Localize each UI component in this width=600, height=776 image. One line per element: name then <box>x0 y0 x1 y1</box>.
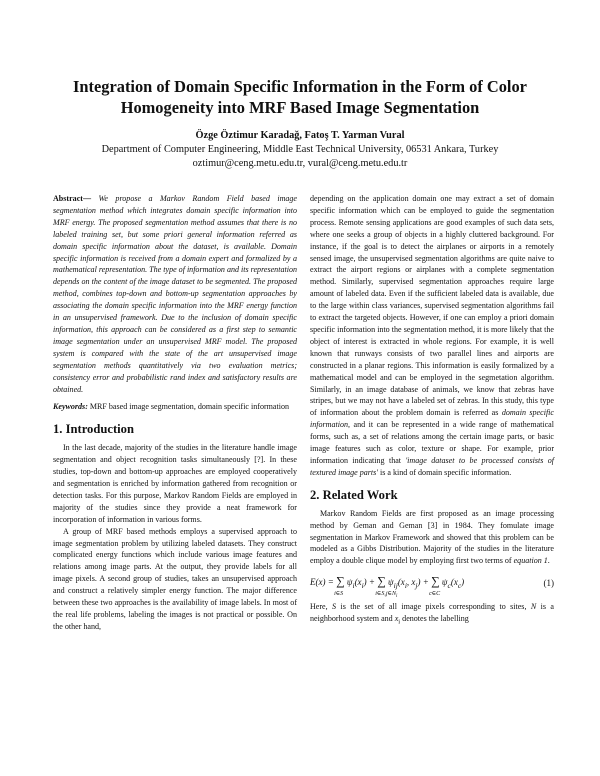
eq-term2-arg-sub1: i <box>404 581 407 591</box>
right-column <box>310 193 554 629</box>
title-line-1: Integration of Domain Specific Information in the Form of Color <box>73 77 527 96</box>
related-p2-var-s: S <box>332 602 337 612</box>
paper-title <box>40 76 560 118</box>
equation-1 <box>310 573 554 600</box>
eq-term2-mid: , x <box>406 577 416 588</box>
intro-p3-text-a: depending on the application domain one may extract a set of domain specific information which can be employed to guide the segmentation process. Remote sensing applications are good examples of such data sets, where one seeks a group of objects in a highly cluttered background. For instance, if the goal is to detect the airplanes or airports in a remotely sensed image, the unsupervised segmentation algorithms are quite naive to extract the airport regions or airplanes with a complete segmentation method. Similarly, supervised segmentation approaches require large amount of labeled data. Even if the sufficient labeled data is available, due to the large within class variances, supervised segmentation algorithms fail to extract the targeted objects. However, if one can employ a priori domain specific information into the segmentation method, it is more likely that the object of interest is extracted in whole regions. For example, it is well known that runways consists of two parallel lines and airports are constructed in a planar regions. This information is easily formalized by a mathematical model and can be employed in the segmetation algorithm. Similarly, in an image database of animals, we know that zebras have stripes, but we may not have a labeled set of zebras. In this study, this type of information about the problem domain is referred as <box>310 194 554 418</box>
equation-number: (1) <box>543 578 554 589</box>
intro-p3-text-c: is a kind of domain specific information. <box>378 467 512 477</box>
intro-p3-emphasis-2: 'image dataset to be processed consists of textured image parts' <box>310 455 554 477</box>
section-heading-related-work: 2. Related Work <box>310 487 398 502</box>
eq-term1-sub: i <box>352 581 355 591</box>
related-p1-text-b: . <box>547 556 550 566</box>
sum2-sub-text: i∈S,j∈N <box>375 591 396 598</box>
keywords <box>53 401 297 413</box>
intro-paragraph-3 <box>310 193 554 479</box>
eq-term3-sub: c <box>447 581 451 591</box>
title-line-2: Homogeneity into MRF Based Image Segmentation <box>120 98 480 117</box>
intro-paragraph-2: A group of MRF based methods employs a supervised approach to image segmentation problem by utilizing labeled datasets. They construct complicated energy functions which include various image features and relations among image parts. At the output, they provide labels for all image pixels. A second group of studies, takes an unsupervised approach and construct a relatively simpler energy function. The major difference between these two approaches is the availability of image labels. In most of the real life problems, labeling the images is not practical or possible. On the other hand, <box>53 526 297 631</box>
sum3-subscript: c∈C <box>429 591 441 598</box>
emails: oztimur@ceng.metu.edu.tr, vural@ceng.metu.edu.tr <box>192 158 408 169</box>
eq-term2-sub: ij <box>393 581 398 591</box>
related-p2-text-b: is the set of all image pixels corresponding to sites, <box>336 602 531 612</box>
sum2-sub-sub: i <box>395 594 398 600</box>
authors: Özge Öztimur Karadağ, Fatoş T. Yarman Vural <box>195 130 405 141</box>
related-paragraph-2 <box>310 601 554 628</box>
related-p2-var-n: N <box>530 602 537 612</box>
eq-term2-psi: ψ <box>388 577 394 588</box>
eq-term1-arg: (x <box>354 577 362 588</box>
affiliation: Department of Computer Engineering, Middle East Technical University, 06531 Ankara, Turkey <box>101 144 499 155</box>
eq-term3-psi: ψ <box>441 577 448 588</box>
left-column <box>53 193 297 633</box>
eq-term3-close: ) <box>461 577 465 588</box>
related-p1-emphasis: equation 1 <box>513 556 548 566</box>
sum2-subscript <box>375 589 397 603</box>
eq-term1-close: ) + <box>363 577 375 588</box>
eq-term2-arg-sub2: j <box>415 581 418 591</box>
related-p2-var-x: x <box>394 614 399 624</box>
eq-term1-psi: ψ <box>346 577 353 588</box>
keywords-text: MRF based image segmentation, domain specific information <box>89 402 290 412</box>
keywords-label: Keywords: <box>53 402 88 412</box>
sum-symbol-2: ∑ $i\in S,j\in N_i$ <box>377 576 386 588</box>
abstract <box>53 193 297 395</box>
related-p2-text-c: is a neighborhood system and <box>310 602 554 624</box>
affiliation-block <box>40 143 560 171</box>
eq-term3-arg: (x <box>450 577 458 588</box>
intro-p3-emphasis: domain specific information <box>310 408 554 430</box>
sum-symbol-1: ∑ i∈S <box>336 576 345 588</box>
eq-term3-arg-sub: c <box>457 581 462 591</box>
eq-lhs: E(x) = <box>310 577 334 588</box>
related-paragraph-1 <box>310 508 554 568</box>
intro-paragraph-1: In the last decade, majority of the studies in the literature handle image segmentation and object recognition tasks simultaneously [?]. In these studies, top-down and bottom-up approaches are employed cooperatively and segmentation is enriched by information gathered from recognition or detection tasks. For this purpose, Markov Random Fields are employed in majority of the studies since they provide a neat framework for incorporation of information in various forms. <box>53 443 297 524</box>
related-p2-var-x-sub: i <box>398 618 401 626</box>
sum-symbol-3: ∑ c∈C <box>431 576 440 588</box>
related-p2-text-d: denotes the labelling <box>400 614 469 624</box>
eq-term2-arg: (x <box>397 577 405 588</box>
related-p1-text-a: Markov Random Fields are first proposed as an image processing method by Geman and Geman [3] in 1984. They fomulate image segmentation in Markov Framework and showed that this problem can be modeled as a Gibbs Distribution. Majority of the studies in the literature employ a double clique model by employing first two terms of <box>310 508 554 566</box>
sum1-subscript: i∈S <box>334 591 344 598</box>
section-heading-introduction: 1. Introduction <box>53 422 134 437</box>
intro-p3-text-b: , and it can be represented in a wide range of mathematical forms, such as, a set of relations among the certain image parts, or basic image features such as color, texture or shape. For example, prior information indicating that <box>310 420 554 465</box>
abstract-text: We propose a Markov Random Field based image segmentation method which integrates domain specific information into MRF energy. The proposed segmentation method assumes that there is no labeled training set, but some priori general information referred as domain specific information about the dataset, is available. Domain specific information is received from a domain expert and formalized by a mathematical representation. The type of information and its representation depends on the content of the image dataset to be segmented. The proposed method, combines top-down and bottom-up segmentation approaches by associating the domain specific information into the MRF energy function in an unsupervised framework. Due to the inclusion of domain specific information, this approach can be considered as a first step to semantic image segmentation under an unsupervised MRF model. The proposed system is compared with the state of the art unsupervised image segmentation methods quantitatively via two evaluation metrics; consistency error and probabilistic rand index and satisfactory results are obtained. <box>53 194 297 394</box>
related-p2-text-a: Here, <box>310 602 333 612</box>
eq-term1-arg-sub: i <box>361 581 364 591</box>
abstract-label: Abstract— <box>53 194 91 203</box>
eq-term2-close: ) + <box>417 577 429 588</box>
